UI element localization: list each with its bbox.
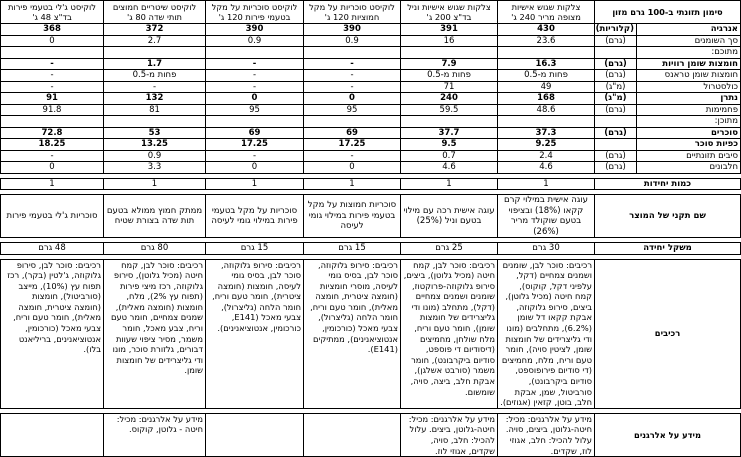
ingredients-row-value: רכיבים: סוכר לבן, קמח חיטה (מכיל גלוטן), סירופ גלוקוזה, רכז מיצי פירות (תפוח עץ 2%), מלח, חומצות (חומצה מאלית), שמנים צמחיים, חומר טעם וריח, צבע מאכל, חומר משמר, מסיר ציפוי שעוות דבורים, גלזורת סוכר, מונו ודי גליצרידים של חומצות שומן. bbox=[104, 259, 206, 408]
product-name-row-value: ממתק חמוץ ממולא בטעם תות שדה בצורת שטיח bbox=[104, 195, 206, 238]
nutrient-row bbox=[1, 35, 741, 47]
nutrient-label: סך השומנים bbox=[637, 35, 741, 47]
ingredients-row-value: רכיבים: סוכר לבן, שומנים ושמנים צמחיים (דקל, עלפיני דקל, קוקוס), קמח חיטה (מכיל גלוטן), ביצים, סירופ גלוקוזה, אבקת קקאו דל שומן (6.2%), מתחלבים (מונו ודי גליצרידים של חומצות שומן, לציטין סויה), חומר טעם וריח, מלח, מחמיצים (די סודיום פירופוספט, סודיום ביקרבונט), סורביטול, שמן, אבקת חלב, בוטן, קזאין (אגוזים). bbox=[498, 259, 595, 408]
product-name-row-label: שם תקני של המוצר bbox=[595, 195, 741, 238]
allergens-row-value bbox=[206, 413, 304, 456]
nutrient-unit: (מ"ג) bbox=[595, 93, 637, 105]
nutrient-row bbox=[1, 70, 741, 82]
nutrient-value: 9.5 bbox=[401, 139, 498, 151]
nutrient-unit: (גרם) bbox=[595, 127, 637, 139]
nutrient-label: אנרגיה bbox=[637, 24, 741, 36]
nutrient-value: 69 bbox=[206, 127, 304, 139]
nutrient-value: 59.5 bbox=[401, 104, 498, 116]
nutrient-label: סיבים תזונתיים bbox=[637, 150, 741, 162]
nutrient-label: מתוכן: bbox=[637, 116, 741, 128]
units-row-value: 1 bbox=[304, 178, 401, 190]
product-name-row-value: עוגה אישית רכה עם מילוי בטעם וניל (25%) bbox=[401, 195, 498, 238]
allergens-row-value: מידע על אלרגנים: מכיל: חיטה-גלוטן, ביצים, סויה. עלול להכיל: חלב, אגוזי לוז, שקדים. bbox=[498, 413, 595, 456]
nutrient-value: - bbox=[206, 58, 304, 70]
nutrient-value: - bbox=[206, 150, 304, 162]
nutrient-value bbox=[401, 47, 498, 59]
unit-weight-row-value: 25 גרם bbox=[401, 243, 498, 255]
nutrient-value: 2.4 bbox=[498, 150, 595, 162]
product-header: לוקיסט סוכריות על מקל בטעמי פירות 120 ג' bbox=[206, 1, 304, 24]
nutrient-value bbox=[498, 47, 595, 59]
nutrient-value: - bbox=[206, 70, 304, 82]
header-row bbox=[1, 1, 741, 24]
nutrient-value: 0.9 bbox=[304, 35, 401, 47]
unit-weight-row bbox=[1, 243, 741, 255]
nutrient-value: 0 bbox=[304, 162, 401, 174]
nutrient-value: 132 bbox=[104, 93, 206, 105]
unit-weight-row-value: 30 גרם bbox=[498, 243, 595, 255]
nutrient-value: 17.25 bbox=[206, 139, 304, 151]
nutrient-value: 16.3 bbox=[498, 58, 595, 70]
nutrient-label: נתרן bbox=[637, 93, 741, 105]
nutrient-value: פחות מ-0.5 bbox=[104, 70, 206, 82]
ingredients-row-value: רכיבים: סירופ גלוקוזה, סוכר לבן, בסיס גומי לעיסה, מוסרי חומציות (חומצה ציטרית, חומצה מאלית), חומר טעם וריח, חומר הלחה (גליצרול), צבעי מאכל (כורכומין, אנטוציאנינים), ממתיקים (E141). bbox=[304, 259, 401, 408]
nutrient-value: 95 bbox=[206, 104, 304, 116]
nutrient-row bbox=[1, 116, 741, 128]
nutrient-value: 53 bbox=[104, 127, 206, 139]
unit-weight-row-value: 15 גרם bbox=[304, 243, 401, 255]
nutrient-value: 1.7 bbox=[104, 58, 206, 70]
nutrient-value: - bbox=[104, 81, 206, 93]
nutrient-value: - bbox=[304, 81, 401, 93]
units-row-value: 1 bbox=[498, 178, 595, 190]
ingredients-row-value: רכיבים: סוכר לבן, קמח חיטה (מכיל גלוטן), ביצים, סירופ גלוקוזה-פרוקטוז, שומנים ושמנים צמחיים (דקל), מתחלב (מונו ודי גליצרידים של חומצות שומן), חומר טעם וריח, מלח שולחן, מחמיצים (דיסודיום די פוספט, סודיום ביקרבונט), חומר משמר (סורבט אשלגן), אבקת חלב, ביצה, סויה, שומשום. bbox=[401, 259, 498, 408]
nutrient-row bbox=[1, 47, 741, 59]
nutrient-row bbox=[1, 93, 741, 105]
nutrient-value: 81 bbox=[104, 104, 206, 116]
nutrient-value: 37.7 bbox=[401, 127, 498, 139]
nutrient-value: 368 bbox=[1, 24, 104, 36]
nutrient-unit: (מ"ג) bbox=[595, 81, 637, 93]
units-row-label: כמות יחידות bbox=[595, 178, 741, 190]
nutrient-unit bbox=[595, 139, 637, 151]
nutrient-unit: (גרם) bbox=[595, 162, 637, 174]
allergens-row-value: מידע על אלרגנים: מכיל: חיטה-גלוטן, ביצים. עלול להכיל: חלב, סויה, שקדים, אגוזי לוז. bbox=[401, 413, 498, 456]
nutrient-value: 168 bbox=[498, 93, 595, 105]
nutrient-unit: (גרם) bbox=[595, 70, 637, 82]
nutrient-unit: (גרם) bbox=[595, 35, 637, 47]
nutrient-value bbox=[1, 47, 104, 59]
product-name-row-value: סוכריות על מקל בטעמי פירות במילוי גומי לעיסה bbox=[206, 195, 304, 238]
nutrient-value: 37.3 bbox=[498, 127, 595, 139]
nutrient-value bbox=[401, 116, 498, 128]
nutrient-value: 18.25 bbox=[1, 139, 104, 151]
product-name-row-value: סוכריות ג'לי בטעמי פירות bbox=[1, 195, 104, 238]
nutrient-value: 4.6 bbox=[401, 162, 498, 174]
nutrient-unit: (קלוריות) bbox=[595, 24, 637, 36]
ingredients-row-value: רכיבים: סוכר לבן, סירופ גלוקוזה, ג'לטין (בקר), רכז תפוח עץ (10%), מייצב (סורביטול), חומצות (חומצה ציטרית, חומצה מאלית), חומר טעם וריח, צבעי מאכל (כורכומין, אנטוציאנינים, בריליאנט בלו). bbox=[1, 259, 104, 408]
nutrient-row bbox=[1, 58, 741, 70]
nutrient-value bbox=[104, 47, 206, 59]
ingredients-row-value: רכיבים: סירופ גלוקוזה, סוכר לבן, בסיס גומי לעיסה, חומצות (חומצה ציטרית), חומר טעם וריח, חומר הלחה (גליצרול), צבעי מאכל (E141, כורכומין, אנטוציאנינים). bbox=[206, 259, 304, 408]
units-row-value: 1 bbox=[401, 178, 498, 190]
unit-weight-row-label: משקל יחידה bbox=[595, 243, 741, 255]
product-name-row-value: עוגה אישית במילוי קרם קקאו (18%) ובציפוי בטעם שוקולד מריר (26%) bbox=[498, 195, 595, 238]
product-header: לוקיסט ג'לי בטעמי פירות בד"צ 48 ג' bbox=[1, 1, 104, 24]
nutrient-value bbox=[304, 116, 401, 128]
units-row-value: 1 bbox=[104, 178, 206, 190]
nutrient-value: - bbox=[206, 81, 304, 93]
nutrient-value: - bbox=[304, 70, 401, 82]
nutrient-value: - bbox=[1, 81, 104, 93]
nutrient-value: 0.9 bbox=[104, 150, 206, 162]
nutrient-value: 2.7 bbox=[104, 35, 206, 47]
unit-weight-row-value: 80 גרם bbox=[104, 243, 206, 255]
nutrient-value: 4.6 bbox=[498, 162, 595, 174]
nutrient-value: 0 bbox=[206, 162, 304, 174]
product-name-row-value: סוכריות חמוצות על מקל בטעמי פירות במילוי גומי לעיסה bbox=[304, 195, 401, 238]
nutrient-label: חומצות שומן רוויות bbox=[637, 58, 741, 70]
nutrient-value: 0.7 bbox=[401, 150, 498, 162]
ingredients-row bbox=[1, 259, 741, 408]
nutrient-unit: (גרם) bbox=[595, 150, 637, 162]
nutrient-value: 0 bbox=[206, 93, 304, 105]
nutrient-label: חלבונים bbox=[637, 162, 741, 174]
unit-weight-row-value: 48 גרם bbox=[1, 243, 104, 255]
nutrient-value: 72.8 bbox=[1, 127, 104, 139]
nutrient-value: 0 bbox=[1, 162, 104, 174]
nutrient-value: - bbox=[1, 150, 104, 162]
nutrient-row bbox=[1, 127, 741, 139]
unit-weight-row-value: 15 גרם bbox=[206, 243, 304, 255]
nutrient-value: 7.9 bbox=[401, 58, 498, 70]
nutrient-value: 240 bbox=[401, 93, 498, 105]
nutrient-value: 9.25 bbox=[498, 139, 595, 151]
nutrient-value: - bbox=[304, 150, 401, 162]
nutrient-unit bbox=[595, 116, 637, 128]
table-title: סימון תזונתי ב-100 גרם מזון bbox=[595, 1, 741, 24]
units-row-value: 1 bbox=[1, 178, 104, 190]
nutrient-label: כפיות סוכר bbox=[637, 139, 741, 151]
nutrient-value: 71 bbox=[401, 81, 498, 93]
nutrient-value bbox=[304, 47, 401, 59]
nutrient-value: 0 bbox=[1, 35, 104, 47]
nutrient-value: 391 bbox=[401, 24, 498, 36]
nutrient-unit bbox=[595, 47, 637, 59]
nutrient-value: 0.9 bbox=[206, 35, 304, 47]
nutrient-row bbox=[1, 24, 741, 36]
nutrient-value: 390 bbox=[304, 24, 401, 36]
nutrient-label: חומצות שומן טראנס bbox=[637, 70, 741, 82]
nutrient-value bbox=[206, 116, 304, 128]
nutrient-value: 48.6 bbox=[498, 104, 595, 116]
nutrient-value: 372 bbox=[104, 24, 206, 36]
allergens-row-label: מידע על אלרגנים bbox=[595, 413, 741, 456]
nutrient-row bbox=[1, 150, 741, 162]
product-header: צלקות שגוש אישיות וניל בד"צ 200 ג' bbox=[401, 1, 498, 24]
product-name-row bbox=[1, 195, 741, 238]
nutrient-value bbox=[1, 116, 104, 128]
nutrient-value: 430 bbox=[498, 24, 595, 36]
product-header: לוקיסט שיטריים חמוצים תותי שדה 80 ג' bbox=[104, 1, 206, 24]
units-row bbox=[1, 178, 741, 190]
nutrient-value: 390 bbox=[206, 24, 304, 36]
nutrient-label: מתוכם: bbox=[637, 47, 741, 59]
nutrient-value: - bbox=[1, 70, 104, 82]
nutrient-unit: (גרם) bbox=[595, 104, 637, 116]
ingredients-row-label: רכיבים bbox=[595, 259, 741, 408]
nutrient-value bbox=[206, 47, 304, 59]
nutrient-value: פחות מ-0.5 bbox=[401, 70, 498, 82]
nutrient-value: 49 bbox=[498, 81, 595, 93]
nutrient-value: 69 bbox=[304, 127, 401, 139]
product-header: לוקיסט סוכריות על מקל חמוציות 120 ג' bbox=[304, 1, 401, 24]
allergens-row-value bbox=[1, 413, 104, 456]
nutrient-value: 91.8 bbox=[1, 104, 104, 116]
nutrient-row bbox=[1, 162, 741, 174]
nutrient-label: סוכרים bbox=[637, 127, 741, 139]
nutrient-value bbox=[104, 116, 206, 128]
nutrient-value: 91 bbox=[1, 93, 104, 105]
product-header: צלקות שגוש אישיות מצופה מריר 240 ג' bbox=[498, 1, 595, 24]
nutrient-value: - bbox=[304, 58, 401, 70]
allergens-row-value bbox=[304, 413, 401, 456]
nutrient-value: 23.6 bbox=[498, 35, 595, 47]
nutrient-row bbox=[1, 139, 741, 151]
allergens-row-value: מידע על אלרגנים: מכיל: חיטה - גלוטן, קוקוס. bbox=[104, 413, 206, 456]
nutrient-value: 0 bbox=[304, 93, 401, 105]
nutrient-value bbox=[498, 116, 595, 128]
nutrient-value: - bbox=[1, 58, 104, 70]
nutrient-label: כולסטרול bbox=[637, 81, 741, 93]
nutrient-value: 13.25 bbox=[104, 139, 206, 151]
units-row-value: 1 bbox=[206, 178, 304, 190]
nutrient-row bbox=[1, 104, 741, 116]
nutrient-value: 17.25 bbox=[304, 139, 401, 151]
nutrient-value: 16 bbox=[401, 35, 498, 47]
nutrient-value: 3.3 bbox=[104, 162, 206, 174]
nutrient-unit: (גרם) bbox=[595, 58, 637, 70]
nutrient-value: פחות מ-0.5 bbox=[498, 70, 595, 82]
nutrient-row bbox=[1, 81, 741, 93]
allergens-row bbox=[1, 413, 741, 456]
nutrient-value: 95 bbox=[304, 104, 401, 116]
nutrient-label: פחמימות bbox=[637, 104, 741, 116]
